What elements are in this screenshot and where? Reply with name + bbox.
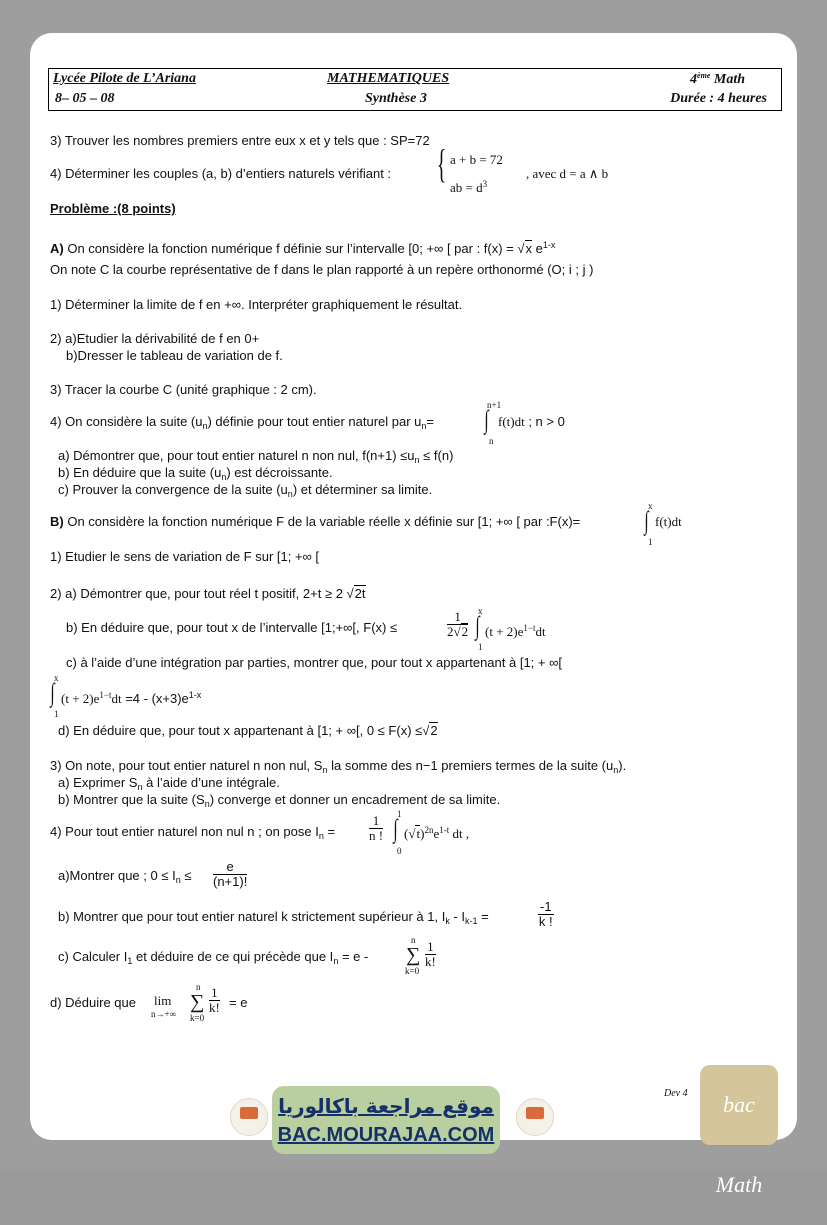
- b4c-sum-lower: k=0: [405, 966, 420, 976]
- subject: MATHEMATIQUES: [327, 71, 450, 86]
- part-a-q4: 4) On considère la suite $(u_n)$ définie pour tout entier naturel par $u_n=$: [50, 414, 435, 431]
- part-b-q4b: b) Montrer que pour tout entier naturel k strictement supérieur à 1, $I_k - I_{k-1}$ =: [58, 909, 489, 926]
- b4d-sum-lower: k=0: [190, 1013, 205, 1023]
- b-upper-bound: x: [648, 501, 653, 511]
- exam-header: [48, 68, 782, 111]
- b4c-fraction: $\frac{1}{k!}$: [425, 939, 436, 969]
- part-a-q4c: c) Prouver la convergence de la suite $(u_n)$ et déterminer sa limite.: [58, 482, 433, 499]
- b2b-upper: x: [478, 606, 483, 616]
- part-a-q2b: b)Dresser le tableau de variation de f.: [66, 348, 283, 363]
- exam-title: Synthèse 3: [365, 91, 427, 106]
- part-b-q4c: c) Calculer $I_1$ et déduire de ce qui précède que $I_n = e$ -: [58, 949, 369, 966]
- b2b-integrand: $(t + 2)e^{1-t}dt$: [485, 623, 546, 639]
- b-integral-sign: ∫: [644, 506, 649, 535]
- b4d-sigma: ∑: [190, 991, 205, 1013]
- b-lower-bound: 1: [648, 537, 653, 547]
- bac-math-badge: bac Math: [700, 1065, 778, 1145]
- banner-arabic[interactable]: موقع مراجعة باكالوريا: [278, 1094, 494, 1118]
- part-b-q1: 1) Etudier le sens de variation de F sur [1; +∞ [: [50, 549, 320, 564]
- part-a-q4b: b) En déduire que la suite $(u_n)$ est décroissante.: [58, 465, 333, 482]
- part-a-q1: 1) Déterminer la limite de f en +∞. Interpréter graphiquement le résultat.: [50, 297, 463, 312]
- limit-subscript: n→+∞: [151, 1009, 176, 1019]
- school-name: Lycée Pilote de L’Ariana: [53, 71, 196, 86]
- a4-integral-sign: ∫: [484, 405, 489, 434]
- banner-site-link[interactable]: BAC.MOURAJAA.COM: [277, 1124, 495, 1146]
- part-a-note: On note C la courbe représentative de f dans le plan rapporté à un repère orthonormé (O; i ; j ): [50, 262, 594, 277]
- part-b-q2a: 2) a) Démontrer que, pour tout réel t positif, 2+t ≥ 2 √2t: [50, 586, 366, 601]
- b4d-sum-upper: n: [196, 982, 201, 992]
- part-b-q4a: a)Montrer que ; $0 \le I_n$ ≤: [58, 868, 192, 885]
- system-condition: , avec d = a ∧ b: [526, 166, 609, 181]
- b2b-fraction: $\frac{1}{2√2}$: [447, 609, 469, 639]
- system-eq2: ab = $d^3$: [450, 179, 488, 195]
- b2b-lower: 1: [478, 642, 483, 652]
- b4-upper: 1: [397, 809, 402, 819]
- part-b-q2d: d) En déduire que, pour tout x appartenant à [1; + ∞[, 0 ≤ F(x) ≤√2: [58, 723, 438, 738]
- exercise-q4: 4) Déterminer les couples (a, b) d’entiers naturels vérifiant :: [50, 166, 392, 181]
- b4c-sum-upper: n: [411, 935, 416, 945]
- part-b-q3: 3) On note, pour tout entier naturel n non nul, $S_n$ la somme des n−1 premiers termes de la suite $(u_n)$.: [50, 758, 627, 775]
- b4b-fraction: $\frac{-1}{k !}$: [538, 899, 553, 929]
- b2c-lower: 1: [54, 709, 59, 719]
- b2c-equation: $(t + 2)e^{1-t}dt =4 - (x+3)e^{1-x}$: [61, 690, 202, 706]
- limit-label: lim: [154, 993, 172, 1008]
- b4d-result: = e: [229, 995, 248, 1010]
- part-a-q4a: a) Démontrer que, pour tout entier naturel n non nul, $f(n+1) \le u_n \le f(n)$: [58, 448, 454, 465]
- part-b-intro: B) On considère la fonction numérique F de la variable réelle x définie sur [1; +∞ [ par :F(x)=: [50, 514, 581, 529]
- b4a-fraction: $\frac{e}{(n+1)!}$: [213, 859, 248, 889]
- a4-lower-bound: n: [489, 436, 494, 446]
- system-eq1: a + b = 72: [450, 152, 503, 167]
- b-integrand: f(t)dt: [655, 514, 682, 529]
- part-b-q4d: d) Déduire que: [50, 995, 136, 1010]
- part-a-q2a: 2) a)Etudier la dérivabilité de f en 0+: [50, 331, 260, 346]
- b4-integral-sign: ∫: [393, 814, 398, 843]
- part-a-q3: 3) Tracer la courbe C (unité graphique : 2 cm).: [50, 382, 317, 397]
- site-banner[interactable]: [272, 1086, 500, 1154]
- b4-lower: 0: [397, 846, 402, 856]
- a4-upper-bound: n+1: [487, 400, 502, 410]
- part-a-intro: A) On considère la fonction numérique f définie sur l’intervalle [0; +∞ [ par : f(x) = √x $e^{1-x}$: [50, 240, 556, 256]
- part-b-q4: 4) Pour tout entier naturel non nul n ; on pose $I_n$ =: [50, 824, 336, 841]
- left-logo-icon: [230, 1098, 268, 1136]
- part-b-q2b: b) En déduire que, pour tout x de l’intervalle [1;+∞[, F(x) ≤: [66, 620, 398, 635]
- b2b-integral-sign: ∫: [475, 611, 480, 640]
- part-b-q3b: b) Montrer que la suite $(S_n)$ converge et donner un encadrement de sa limite.: [58, 792, 501, 809]
- duration: Durée : 4 heures: [670, 91, 767, 106]
- dev-label: Dev 4: [664, 1088, 688, 1099]
- right-logo-icon: [516, 1098, 554, 1136]
- class-level: 4ème Math: [690, 71, 745, 87]
- exam-date: 8– 05 – 08: [55, 91, 115, 106]
- b4d-fraction: $\frac{1}{k!}$: [209, 985, 220, 1015]
- part-b-q2c: c) à l’aide d’une intégration par parties, montrer que, pour tout x appartenant à [1; + ∞[: [66, 655, 562, 670]
- problem-title: Problème :(8 points): [50, 201, 176, 216]
- b2c-integral-sign: ∫: [50, 678, 55, 707]
- b4-integrand: $(√t)^{2n}e^{1-t}$ dt ,: [404, 825, 470, 841]
- b2c-upper: x: [54, 673, 59, 683]
- b4-fraction: $\frac{1}{n !}$: [369, 813, 384, 843]
- system-brace: {: [436, 141, 447, 186]
- exercise-q3: 3) Trouver les nombres premiers entre eux x et y tels que : SP=72: [50, 133, 430, 148]
- part-b-q3a: a) Exprimer $S_n$ à l’aide d’une intégrale.: [58, 775, 280, 792]
- b4c-sigma: ∑: [406, 944, 421, 966]
- a4-integrand: f(t)dt ; n > 0: [498, 414, 565, 429]
